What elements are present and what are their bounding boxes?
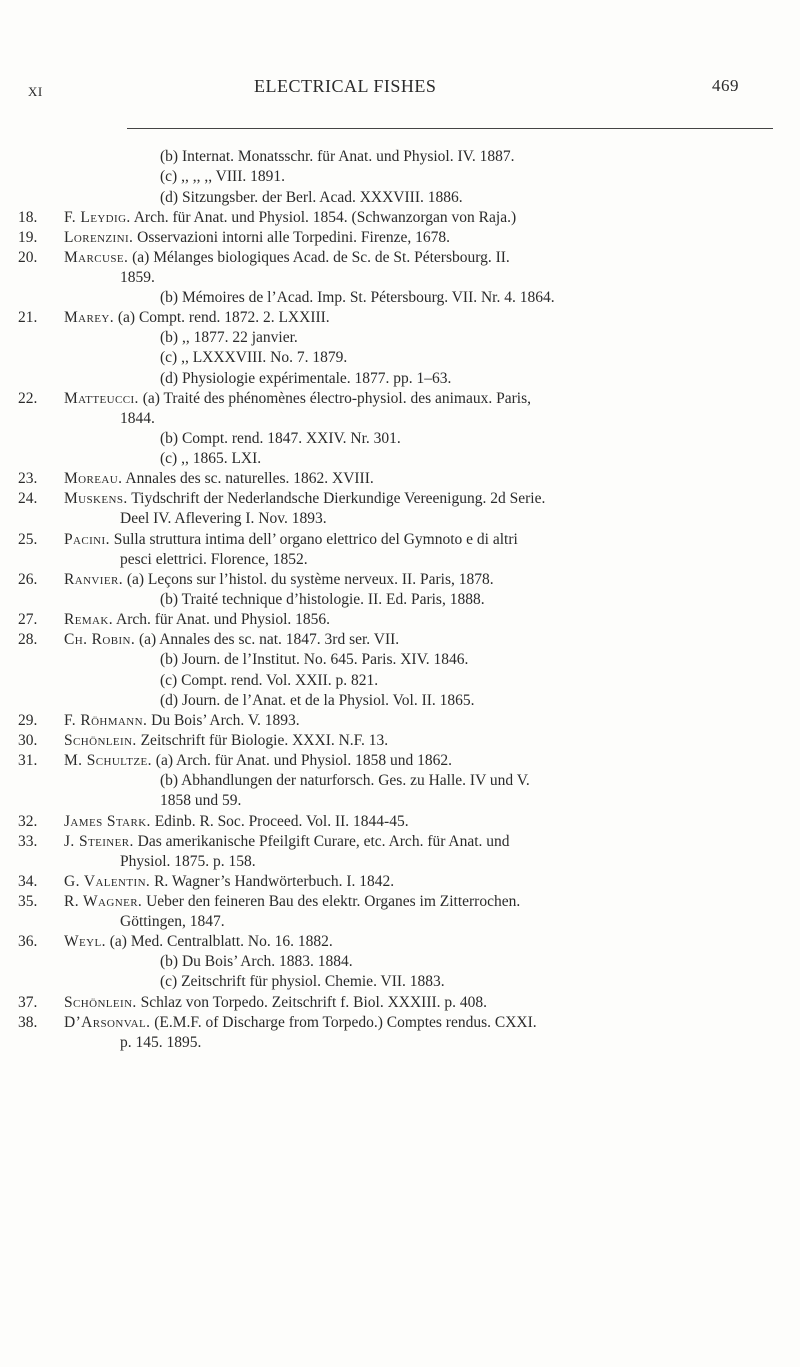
reference-text: Arch. für Anat. und Physiol. 1856. [113,611,331,628]
running-title: ELECTRICAL FISHES [254,76,437,96]
reference-text: (c) Zeitschrift für physiol. Chemie. VII. 1883. [160,973,445,990]
reference-continuation [160,650,468,670]
reference-author: J. Steiner. [64,833,134,850]
reference-number: 33. [18,833,38,850]
reference-author: Moreau. [64,470,123,487]
reference-entry [64,469,374,489]
reference-text: (d) Physiologie expérimentale. 1877. pp. 1–63. [160,370,452,387]
reference-text: Schlaz von Torpedo. Zeitschrift f. Biol. XXXIII. p. 408. [136,994,488,1011]
reference-text: Edinb. R. Soc. Proceed. Vol. II. 1844-45. [150,813,409,830]
reference-entry [64,932,333,952]
reference-number: 28. [18,631,38,648]
reference-text: (E.M.F. of Discharge from Torpedo.) Comptes rendus. CXXI. [150,1014,537,1031]
reference-continuation [160,671,378,691]
reference-entry [64,228,450,248]
reference-author: G. Valentin. [64,873,151,890]
reference-text: pesci elettrici. Florence, 1852. [120,551,308,568]
reference-text: 1844. [120,410,155,427]
reference-number: 32. [18,813,38,830]
reference-text: (b) Mémoires de l’Acad. Imp. St. Pétersbourg. VII. Nr. 4. 1864. [160,289,555,306]
reference-text: (a) Leçons sur l’histol. du système nerveux. II. Paris, 1878. [122,571,494,588]
reference-author: Schönlein. [64,732,137,749]
reference-author: Remak. [64,611,114,628]
reference-text: (b) Du Bois’ Arch. 1883. 1884. [160,953,353,970]
reference-text: Arch. für Anat. und Physiol. 1854. (Schwanzorgan von Raja.) [130,209,517,226]
reference-entry [64,570,494,590]
reference-continuation [120,268,155,288]
reference-number: 38. [18,1014,38,1031]
reference-number: 25. [18,531,38,548]
chapter-marker: XI [28,84,43,99]
reference-number: 20. [18,249,38,266]
reference-author: Ranvier. [64,571,123,588]
reference-continuation [120,1033,201,1053]
reference-continuation [160,288,555,308]
reference-entry [64,530,518,550]
reference-number: 26. [18,571,38,588]
reference-author: Muskens. [64,490,128,507]
reference-number: 34. [18,873,38,890]
reference-continuation [160,147,514,167]
reference-text: (c) ,, LXXXVIII. No. 7. 1879. [160,349,348,366]
reference-entry [64,248,510,268]
reference-text: Ueber den feineren Bau des elektr. Organes im Zitterrochen. [142,893,521,910]
reference-text: (d) Journ. de l’Anat. et de la Physiol. Vol. II. 1865. [160,692,475,709]
reference-continuation [120,509,327,529]
reference-entry [64,993,487,1013]
reference-text: Deel IV. Aflevering I. Nov. 1893. [120,510,327,527]
reference-text: (a) Mélanges biologiques Acad. de Sc. de St. Pétersbourg. II. [128,249,510,266]
reference-number: 18. [18,209,38,226]
reference-entry [64,711,300,731]
reference-text: (a) Med. Centralblatt. No. 16. 1882. [105,933,333,950]
reference-continuation [160,449,261,469]
reference-continuation [160,188,463,208]
reference-text: Das amerikanische Pfeilgift Curare, etc. Arch. für Anat. und [133,833,510,850]
reference-continuation [160,348,347,368]
reference-author: Marey. [64,309,115,326]
reference-text: (b) ,, 1877. 22 janvier. [160,329,298,346]
reference-number: 27. [18,611,38,628]
reference-text: (b) Abhandlungen der naturforsch. Ges. zu Halle. IV und V. [160,772,530,789]
reference-number: 36. [18,933,38,950]
reference-author: Matteucci. [64,390,139,407]
reference-text: (b) Journ. de l’Institut. No. 645. Paris. XIV. 1846. [160,651,469,668]
reference-entry [64,812,409,832]
reference-text: R. Wagner’s Handwörterbuch. I. 1842. [150,873,395,890]
reference-text: (a) Annales des sc. nat. 1847. 3rd ser. VII. [135,631,400,648]
reference-entry [64,872,394,892]
reference-entry [64,731,388,751]
reference-author: James Stark. [64,813,151,830]
reference-text: (b) Internat. Monatsschr. für Anat. und Physiol. IV. 1887. [160,148,515,165]
reference-continuation [160,791,241,811]
reference-number: 23. [18,470,38,487]
header-rule [127,128,773,129]
reference-author: M. Schultze. [64,752,152,769]
reference-number: 22. [18,390,38,407]
reference-number: 24. [18,490,38,507]
reference-text: (c) ,, ,, ,, VIII. 1891. [160,168,285,185]
reference-continuation [160,691,475,711]
reference-author: Ch. Robin. [64,631,136,648]
reference-text: (a) Compt. rend. 1872. 2. LXXIII. [114,309,330,326]
reference-entry [64,489,545,509]
reference-continuation [120,912,225,932]
reference-continuation [120,852,256,872]
reference-number: 31. [18,752,38,769]
reference-author: R. Wagner. [64,893,143,910]
reference-text: Annales des sc. naturelles. 1862. XVIII. [122,470,374,487]
reference-text: Tiydschrift der Nederlandsche Dierkundige Vereenigung. 2d Serie. [127,490,546,507]
reference-author: F. Röhmann. [64,712,148,729]
reference-continuation [120,550,308,570]
reference-entry [64,832,510,852]
reference-text: Physiol. 1875. p. 158. [120,853,256,870]
reference-entry [64,389,531,409]
reference-text: (d) Sitzungsber. der Berl. Acad. XXXVIII. 1886. [160,189,463,206]
reference-number: 35. [18,893,38,910]
reference-entry [64,1013,537,1033]
reference-number: 21. [18,309,38,326]
reference-text: (b) Traité technique d’histologie. II. Ed. Paris, 1888. [160,591,485,608]
reference-author: Schönlein. [64,994,137,1011]
reference-entry [64,308,330,328]
reference-number: 19. [18,229,38,246]
reference-number: 29. [18,712,38,729]
reference-text: Zeitschrift für Biologie. XXXI. N.F. 13. [136,732,389,749]
page-number: 469 [712,76,739,95]
reference-continuation [160,972,445,992]
reference-continuation [160,590,485,610]
reference-author: Marcuse. [64,249,129,266]
reference-continuation [160,952,353,972]
reference-text: (c) Compt. rend. Vol. XXII. p. 821. [160,672,379,689]
reference-text: Göttingen, 1847. [120,913,225,930]
reference-author: Lorenzini. [64,229,134,246]
reference-continuation [160,369,451,389]
reference-text: (b) Compt. rend. 1847. XXIV. Nr. 301. [160,430,401,447]
reference-text: Osservazioni intorni alle Torpedini. Firenze, 1678. [133,229,451,246]
reference-text: 1858 und 59. [160,792,242,809]
reference-text: p. 145. 1895. [120,1034,202,1051]
reference-text: Sulla struttura intima dell’ organo elettrico del Gymnoto e di altri [109,531,518,548]
reference-continuation [160,328,298,348]
reference-continuation [160,167,285,187]
reference-entry [64,630,399,650]
reference-text: Du Bois’ Arch. V. 1893. [147,712,300,729]
reference-author: Weyl. [64,933,106,950]
reference-entry [64,610,330,630]
reference-text: (a) Arch. für Anat. und Physiol. 1858 und 1862. [151,752,452,769]
reference-continuation [160,771,530,791]
reference-author: Pacini. [64,531,110,548]
reference-author: D’Arsonval. [64,1014,151,1031]
reference-text: (c) ,, 1865. LXI. [160,450,262,467]
reference-number: 37. [18,994,38,1011]
reference-author: F. Leydig. [64,209,131,226]
reference-entry [64,208,516,228]
reference-text: 1859. [120,269,155,286]
reference-entry [64,751,452,771]
reference-entry [64,892,520,912]
reference-text: (a) Traité des phénomènes électro-physiol. des animaux. Paris, [138,390,531,407]
reference-continuation [160,429,401,449]
reference-number: 30. [18,732,38,749]
reference-continuation [120,409,155,429]
